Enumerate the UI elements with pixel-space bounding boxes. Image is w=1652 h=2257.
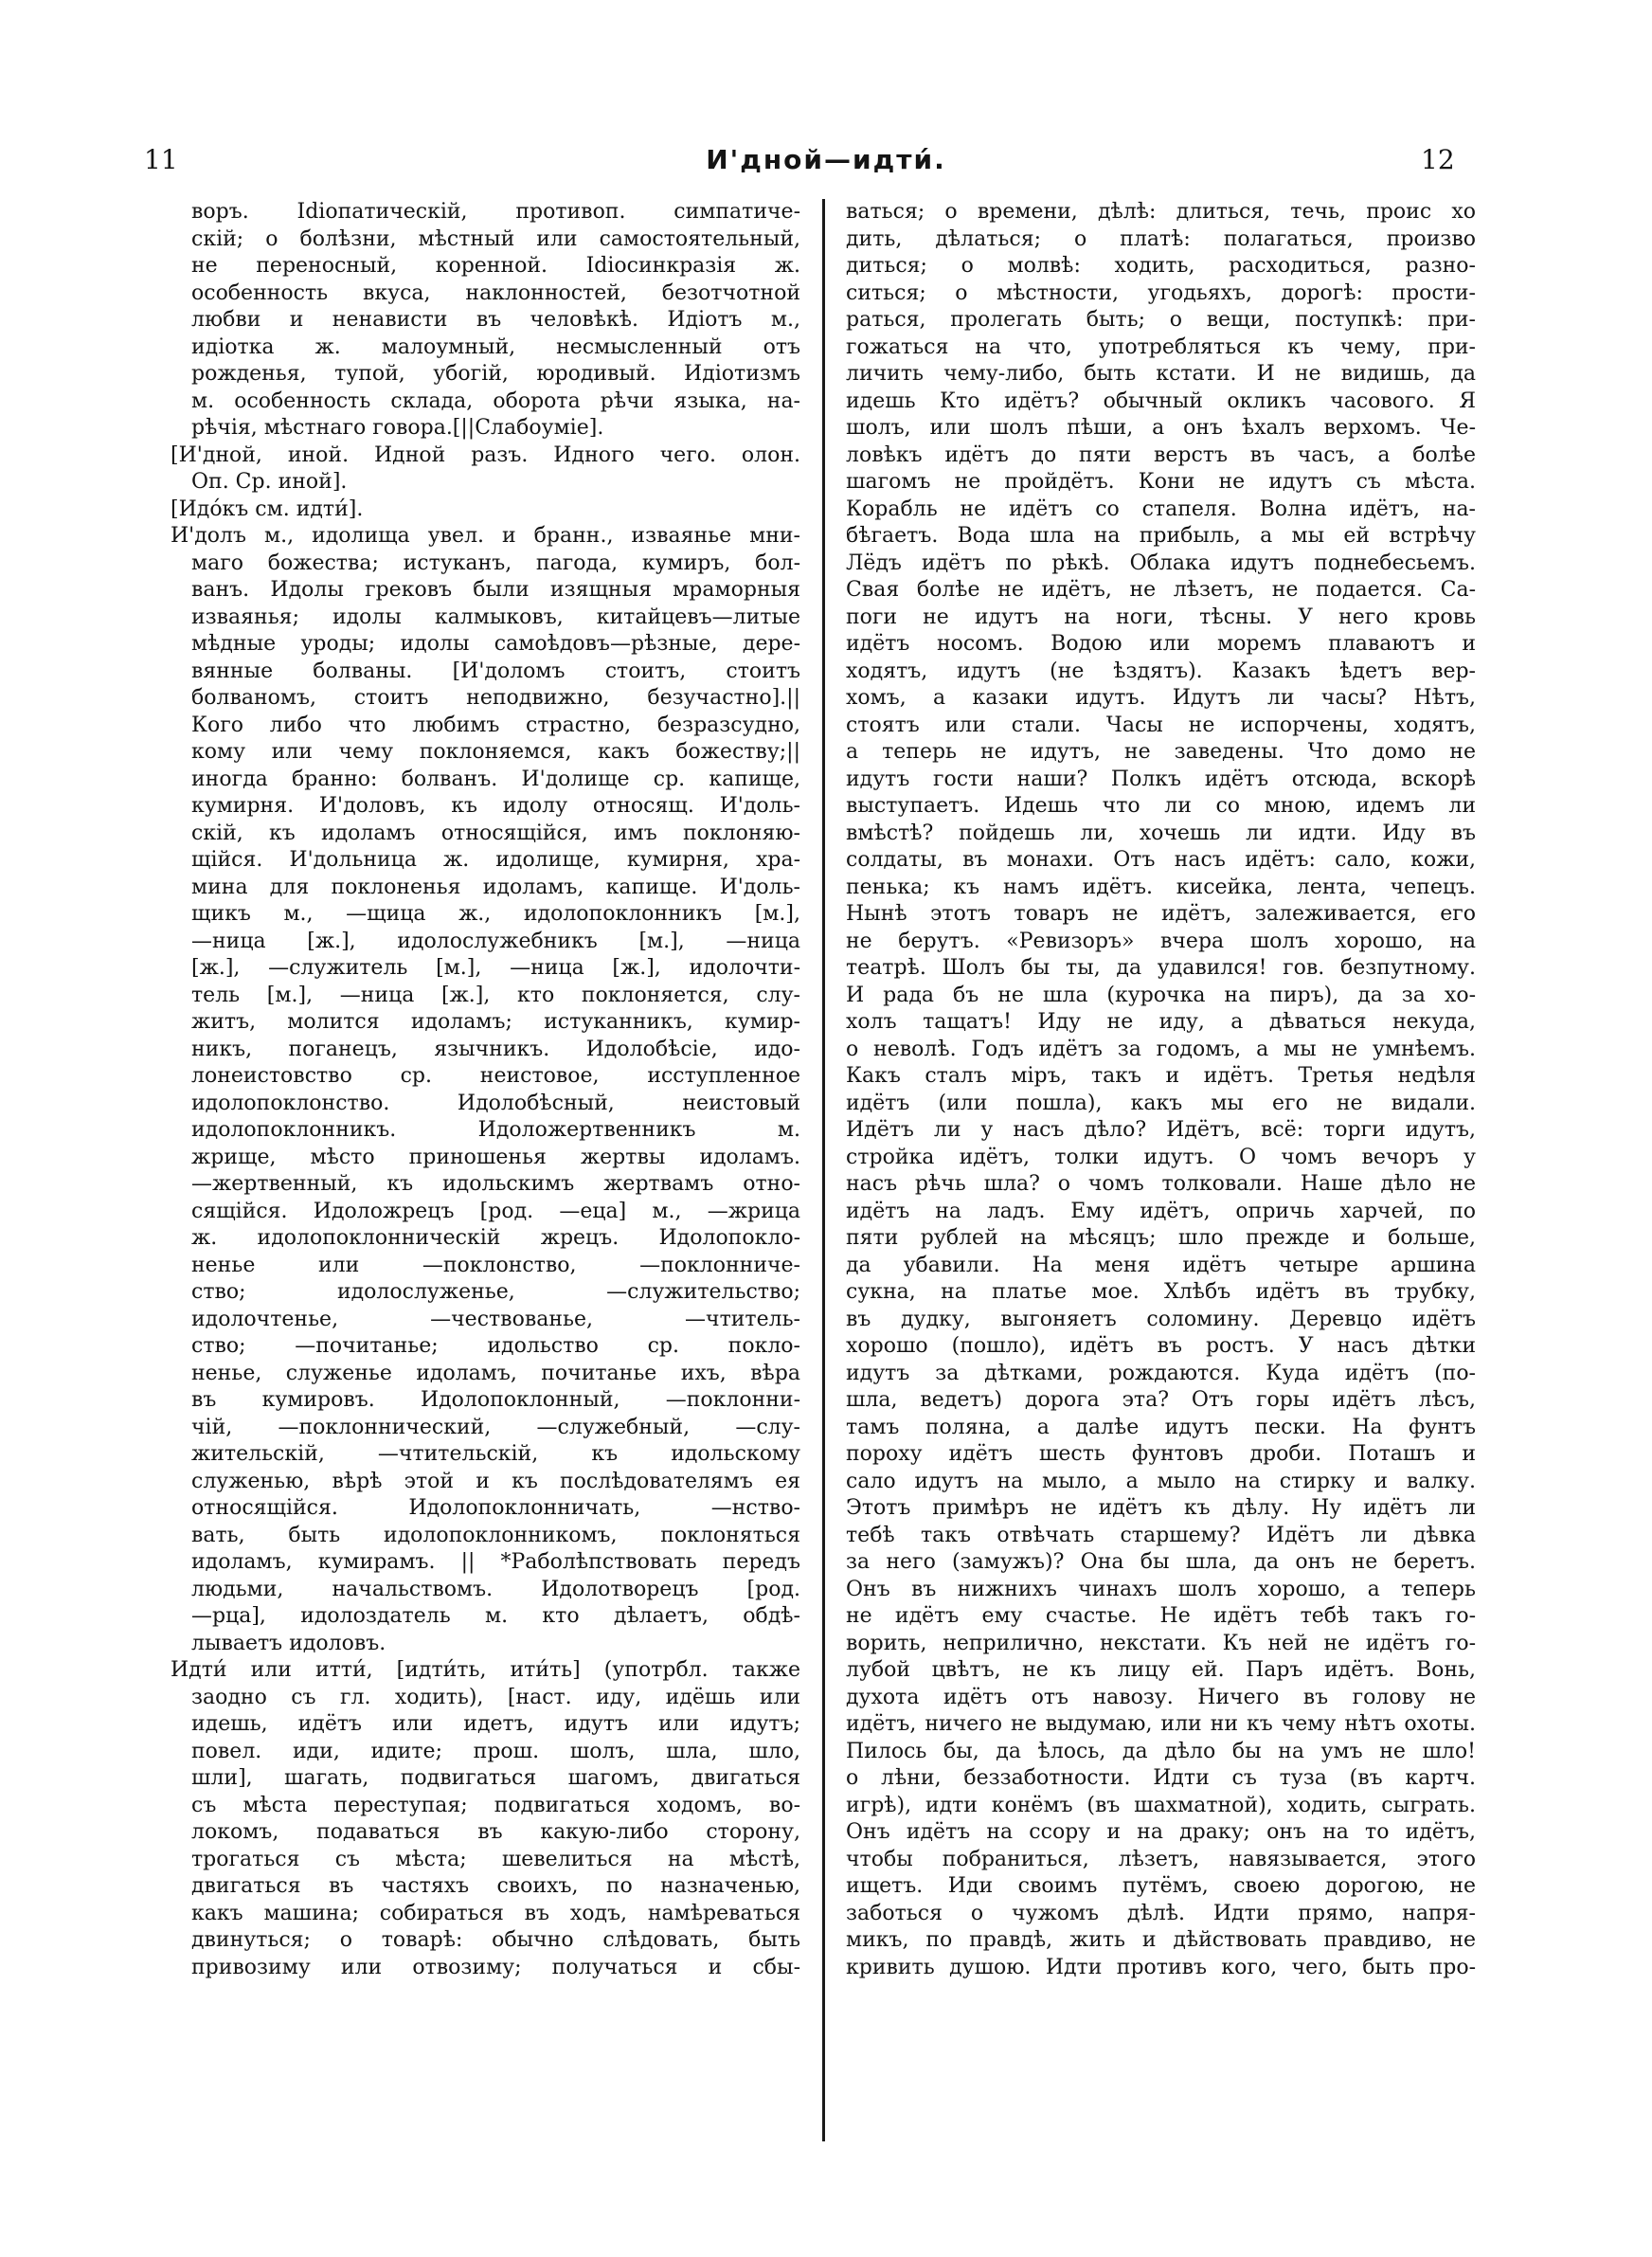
text-line: изваянья; идолы калмыковъ, китайцевъ—литые [191,605,800,629]
text-line: шла, ведетъ) дорога эта? Отъ горы идётъ лѣсъ, [846,1388,1476,1412]
text-line: локомъ, подаваться въ какую-либо сторону, [191,1820,800,1844]
text-line: сукна, на платье мое. Хлѣбъ идётъ въ трубку, [846,1280,1476,1304]
text-line: чій, —поклоннический, —служебный, —слу- [191,1415,800,1439]
text-line: диться; о молвѣ: ходить, расходиться, разно- [846,254,1476,278]
text-line: И рада бъ не шла (курочка на пиръ), да за хо- [846,983,1476,1007]
text-line: сящійся. Идоложрецъ [род. —еца] м., —жрица [191,1199,800,1223]
text-line: хомъ, а казаки идутъ. Идутъ ли часы? Нѣтъ, [846,686,1476,710]
text-line: рѣчія, мѣстнаго говора.[||Слабоумie]. [191,416,604,440]
text-line: любви и ненависти въ человѣкѣ. Идіотъ м., [191,308,800,332]
text-line: не идётъ ему счастье. Не идётъ тебѣ такъ го- [846,1604,1476,1628]
text-line: м. особенность склада, оборота рѣчи языка, на- [191,388,800,413]
text-line: особенность вкуса, наклонностей, безотчотной [191,280,800,305]
text-line: заодно съ гл. ходить), [наст. иду, идёшь или [191,1685,800,1709]
text-line: пенька; къ намъ идётъ. кисейка, лента, чепецъ. [846,875,1476,899]
text-line: ство; —почитанье; идольство ср. покло- [191,1334,800,1358]
text-line: какъ машина; собираться въ ходъ, намѣреваться [191,1901,800,1925]
text-line: кумирня. И'доловъ, къ идолу относящ. И'доль- [191,794,800,818]
text-line: —рца], идолоздатель м. кто дѣлаетъ, обдѣ- [191,1604,800,1628]
text-line: идешь, идётъ или идетъ, идутъ или идутъ; [191,1712,800,1736]
text-line: Пилось бы, да ѣлось, да дѣло бы на умъ не шло! [846,1739,1476,1763]
text-line: духота идётъ отъ навозу. Ничего въ голову не [846,1685,1476,1709]
text-line: заботься о чужомъ дѣлѣ. Идти прямо, напря- [846,1901,1476,1925]
text-line: жительскій, —чтительскій, къ идольскому [191,1442,800,1466]
text-line: о неволѣ. Годъ идётъ за годомъ, а мы не умнѣемъ. [846,1037,1476,1061]
text-line: Этотъ примѣръ не идётъ къ дѣлу. Ну идётъ ли [846,1496,1476,1520]
text-line: Идти́ или итти́, [идти́ть, ити́ть] (употрбл. также [171,1658,800,1682]
left-text-column [171,199,800,1981]
text-line: маго божества; истуканъ, пагода, кумиръ, бол- [191,551,800,575]
text-line: иногда бранно: болванъ. И'долище ср. капище, [191,767,800,791]
text-line: идолопоклонство. Идолобѣсный, неистовый [191,1091,800,1115]
text-line: скій, къ идоламъ относящійся, имъ поклоняю- [191,821,800,845]
text-line: лубой цвѣтъ, не къ лицу ей. Паръ идётъ. Вонь, [846,1658,1476,1682]
text-line: ворить, неприлично, некстати. Къ ней не идётъ го- [846,1631,1476,1655]
text-line: идётъ на ладъ. Ему идётъ, опричь харчей, по [846,1199,1476,1223]
text-line: Корабль не идётъ со стапеля. Волна идётъ, на- [846,497,1476,521]
text-line: идіотка ж. малоумный, несмысленный отъ [191,334,800,359]
text-line: идутъ за дѣтками, рождаются. Куда идётъ (по- [846,1361,1476,1385]
text-line: гожаться на что, употребляться къ чему, при- [846,334,1476,359]
running-title: И'дной—идти́. [706,144,946,175]
text-line: ситься; о мѣстности, угодьяхъ, дорогѣ: прости- [846,280,1476,305]
text-line: не берутъ. «Ревизоръ» вчера шолъ хорошо, на [846,929,1476,953]
text-line: Онъ идётъ на ссору и на драку; онъ на то идётъ, [846,1820,1476,1844]
left-column-number: 11 [144,144,178,175]
text-line: тель [м.], —ница [ж.], кто поклоняется, слу- [191,983,800,1007]
text-line: —ница [ж.], идолослужебникъ [м.], —ница [191,929,800,953]
running-header [0,144,1652,182]
text-line: двигаться въ частяхъ своихъ, по назначенью, [191,1874,800,1898]
text-line: никъ, поганецъ, язычникъ. Идолобѣсіе, идо- [191,1037,800,1061]
text-line: идолочтенье, —чествованье, —чтитель- [191,1307,800,1331]
text-line: о лѣни, беззаботности. Идти съ туза (въ картч. [846,1766,1476,1790]
text-line: дить, дѣлаться; о платѣ: полагаться, произво [846,226,1476,251]
text-line: мина для поклоненья идоламъ, капище. И'доль- [191,875,800,899]
text-line: идутъ гости наши? Полкъ идётъ отсюда, вскорѣ [846,767,1476,791]
text-line: въ кумировъ. Идолопоклонный, —поклонни- [191,1388,800,1412]
text-line: Какъ сталъ міръ, такъ и идётъ. Третья недѣля [846,1064,1476,1088]
text-line: лываетъ идоловъ. [191,1631,386,1655]
text-line: шагомъ не пройдётъ. Кони не идутъ съ мѣста. [846,470,1476,494]
text-line: Онъ въ нижнихъ чинахъ шолъ хорошо, а теперь [846,1577,1476,1601]
text-line: идолопоклонникъ. Идоложертвенникъ м. [191,1118,800,1142]
text-line: Кого либо что любимъ страстно, безразсудно, [191,713,800,737]
text-line: воръ. Idiопатическій, противоп. симпатиче- [191,200,800,224]
text-line: идётъ, ничего не выдумаю, или ни къ чему нѣтъ охоты. [846,1712,1476,1736]
text-line: вмѣстѣ? пойдешь ли, хочешь ли идти. Иду въ [846,821,1476,845]
text-line: шли], шагать, подвигаться шагомъ, двигаться [191,1766,800,1790]
text-line: ж. идолопоклонническій жрецъ. Идолопокло- [191,1226,800,1250]
text-line: щійся. И'дольница ж. идолище, кумирня, хра- [191,848,800,872]
text-line: выступаетъ. Идешь что ли со мною, идемъ ли [846,794,1476,818]
text-line: а теперь не идутъ, не заведены. Что домо не [846,740,1476,764]
text-line: чтобы побраниться, лѣзетъ, навязывается, этого [846,1847,1476,1871]
text-line: раться, пролегать быть; о вещи, поступкѣ: при- [846,308,1476,332]
text-line: съ мѣста переступая; подвигаться ходомъ, во- [191,1793,800,1817]
text-line: Свая болѣе не идётъ, не лѣзетъ, не подается. Са- [846,578,1476,602]
text-line: ство; идолослуженье, —служительство; [191,1280,800,1304]
text-line: хорошо (пошло), идётъ въ ростъ. У насъ дѣтки [846,1334,1476,1358]
text-line: насъ рѣчь шла? о чомъ толковали. Наше дѣло не [846,1172,1476,1196]
text-line: да убавили. На меня идётъ четыре аршина [846,1253,1476,1277]
text-line: пороху идётъ шесть фунтовъ дроби. Поташъ и [846,1442,1476,1466]
text-line: сало идутъ на мыло, а мыло на стирку и валку. [846,1469,1476,1493]
text-line: ищетъ. Иди своимъ путёмъ, своею дорогою, не [846,1874,1476,1898]
text-line: рожденья, тупой, убогій, юродивый. Идіотизмъ [191,362,800,386]
text-line: Нынѣ этотъ товаръ не идётъ, залеживается, его [846,902,1476,926]
text-line: служенью, вѣрѣ этой и къ послѣдователямъ ея [191,1469,800,1493]
text-line: идётъ носомъ. Водою или моремъ плаваютъ и [846,632,1476,656]
text-line: [И'дной, иной. Идной разъ. Идного чего. олон. [171,442,800,467]
text-line: Идётъ ли у насъ дѣло? Идётъ, всё: торги идутъ, [846,1118,1476,1142]
text-line: шолъ, или шолъ пѣши, а онъ ѣхалъ верхомъ. Че- [846,416,1476,440]
text-line: кривить душою. Идти противъ кого, чего, быть про- [846,1955,1476,1979]
right-text-column [846,199,1476,1981]
text-line: Лёдъ идётъ по рѣкѣ. Облака идутъ поднебесьемъ. [846,551,1476,575]
text-line: относящійся. Идолопоклонничать, —нство- [191,1496,800,1520]
text-line: кому или чему поклоняемся, какъ божеству;|| [191,740,800,764]
text-line: пяти рублей на мѣсяцъ; шло прежде и больше, [846,1226,1476,1250]
text-line: идётъ (или пошла), какъ мы его не видали. [846,1091,1476,1115]
text-line: холъ тащатъ! Иду не иду, а дѣваться некуда, [846,1010,1476,1034]
text-line: въ дудку, выгоняетъ соломину. Деревцо идётъ [846,1307,1476,1331]
text-line: поги не идутъ на ноги, тѣсны. У него кровь [846,605,1476,629]
text-line: стоятъ или стали. Часы не испорчены, ходятъ, [846,713,1476,737]
text-line: тебѣ такъ отвѣчать старшему? Идётъ ли дѣвка [846,1523,1476,1547]
text-line: привозиму или отвозиму; получаться и сбы- [191,1955,800,1979]
text-line: [Идо́къ см. идти́]. [171,497,364,521]
text-line: не переносный, коренной. Idiосинкразія ж. [191,254,800,278]
text-line: ваться; о времени, дѣлѣ: длиться, течь, проис хо [846,200,1476,224]
text-line: житъ, молится идоламъ; истуканникъ, кумир- [191,1010,800,1034]
text-line: вянные болваны. [И'доломъ стоитъ, стоитъ [191,659,800,683]
text-line: двинуться; о товарѣ: обычно слѣдовать, быть [191,1928,800,1952]
text-line: за него (замужъ)? Она бы шла, да онъ не беретъ. [846,1550,1476,1574]
text-line: [ж.], —служитель [м.], —ница [ж.], идолочти- [191,956,800,980]
text-line: вать, быть идолопоклонникомъ, поклоняться [191,1523,800,1547]
text-line: ходятъ, идутъ (не ѣздятъ). Казакъ ѣдетъ вер- [846,659,1476,683]
text-line: людьми, начальствомъ. Идолотворецъ [род. [191,1577,800,1601]
text-line: жрище, мѣсто приношенья жертвы идоламъ. [191,1145,800,1169]
text-line: тамъ поляна, а далѣе идутъ пески. На фунтъ [846,1415,1476,1439]
text-line: скій; о болѣзни, мѣстный или самостоятельный, [191,226,800,251]
text-line: игрѣ), идти конёмъ (въ шахматной), ходить, сыграть. [846,1793,1476,1817]
text-line: идоламъ, кумирамъ. || *Раболѣпствовать передъ [191,1550,800,1574]
text-line: микъ, по правдѣ, жить и дѣйствовать правдиво, не [846,1928,1476,1952]
text-line: ванъ. Идолы грековъ были изящныя мраморныя [191,578,800,602]
text-line: болваномъ, стоитъ неподвижно, безучастно].|| [191,686,800,710]
text-line: ловѣкъ идётъ до пяти верстъ въ часъ, а болѣе [846,442,1476,467]
text-line: ненье, служенье идоламъ, почитанье ихъ, вѣра [191,1361,800,1385]
text-line: —жертвенный, къ идольскимъ жертвамъ отно- [191,1172,800,1196]
text-line: театрѣ. Шолъ бы ты, да удавился! гов. безпутному. [846,956,1476,980]
text-line: повел. иди, идите; прош. шолъ, шла, шло, [191,1739,800,1763]
text-line: солдаты, въ монахи. Отъ насъ идётъ: сало, кожи, [846,848,1476,872]
right-column-number: 12 [1421,144,1455,175]
column-divider [822,199,825,2141]
text-line: мѣдные уроды; идолы самоѣдовъ—рѣзные, дере- [191,632,800,656]
text-line: бѣгаетъ. Вода шла на прибыль, а мы ей встрѣчу [846,524,1476,548]
text-line: лонеистовство ср. неистовое, исступленное [191,1064,800,1088]
text-line: идешь Кто идётъ? обычный окликъ часового. Я [846,388,1476,413]
text-line: трогаться съ мѣста; шевелиться на мѣстѣ, [191,1847,800,1871]
text-line: личить чему-либо, быть кстати. И не видишь, да [846,362,1476,386]
text-line: Оп. Ср. иной]. [191,470,348,494]
text-line: ненье или —поклонство, —поклонниче- [191,1253,800,1277]
text-line: И'долъ м., идолища увел. и бранн., изваянье мни- [171,524,800,548]
text-line: стройка идётъ, толки идутъ. О чомъ вечоръ у [846,1145,1476,1169]
text-line: щикъ м., —щица ж., идолопоклонникъ [м.], [191,902,800,926]
